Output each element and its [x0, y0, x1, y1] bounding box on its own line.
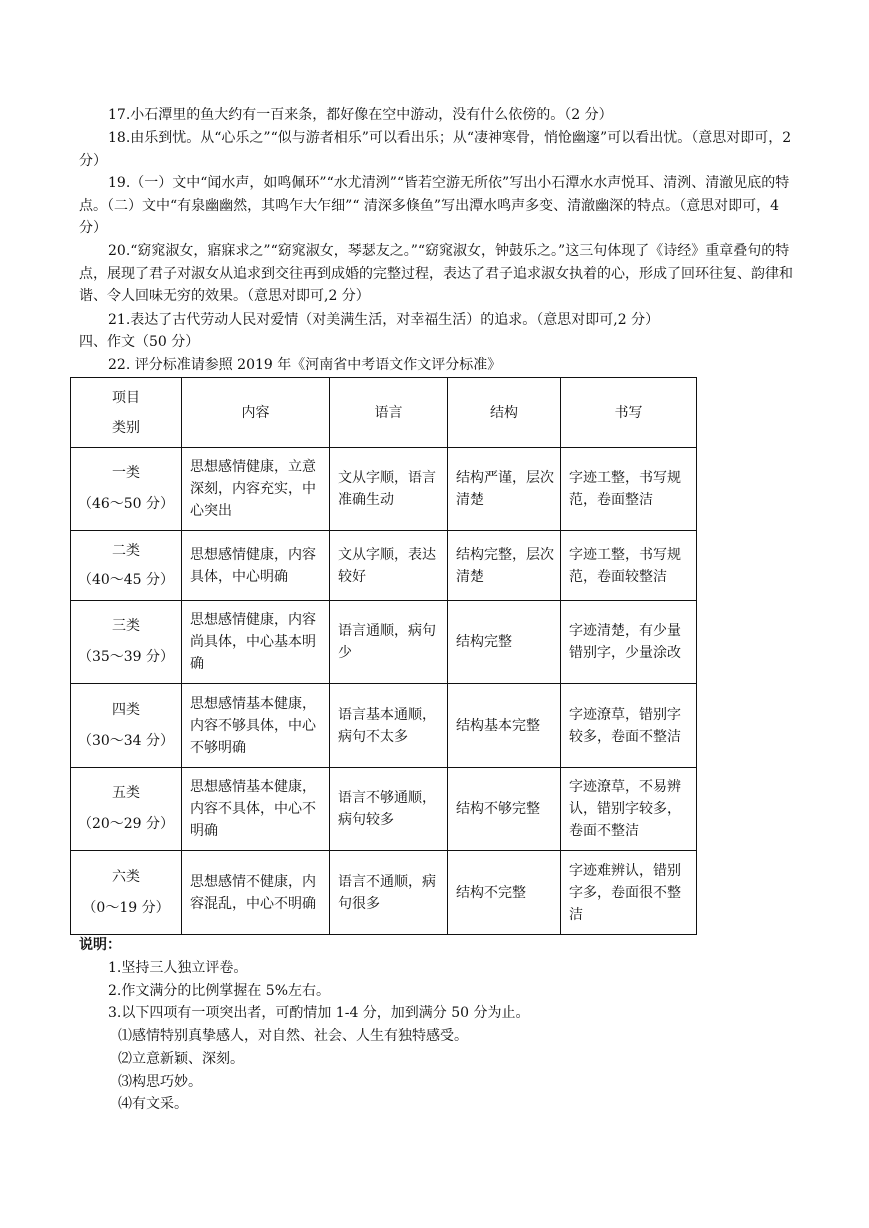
content-cell: 思想感情健康，立意深刻，内容充实，中心突出: [182, 448, 330, 531]
category-name: 四类: [112, 701, 140, 718]
language-cell: 语言基本通顺，病句不太多: [330, 684, 448, 768]
category-name: 五类: [112, 785, 140, 801]
writing-cell: 字迹清楚，有少量错别字，少量涂改: [561, 601, 697, 684]
header-structure: 结构: [448, 378, 561, 448]
category-range: （30～34 分）: [77, 732, 175, 749]
category-cell: [71, 448, 182, 531]
header-content: 内容: [182, 378, 330, 448]
writing-cell: 字迹潦草，错别字较多，卷面不整洁: [561, 684, 697, 768]
structure-cell: 结构严谨，层次清楚: [448, 448, 561, 531]
writing-cell: 字迹工整，书写规范，卷面整洁: [561, 448, 697, 531]
category-range: （0～19 分）: [82, 899, 170, 916]
category-cell: [71, 851, 182, 935]
section-heading: 四、作文（50 分）: [79, 334, 200, 350]
note-subitem: ⑴感情特别真挚感人，对自然、社会、人生有独特感受。: [118, 1028, 468, 1044]
table-row: [71, 531, 697, 601]
content-cell: 思想感情基本健康，内容不具体，中心不明确: [182, 768, 330, 851]
category-cell: [71, 601, 182, 684]
writing-cell: 字迹难辨认，错别字多，卷面很不整洁: [561, 851, 697, 935]
note-item: 3.以下四项有一项突出者，可酌情加 1-4 分，加到满分 50 分为止。: [108, 1005, 530, 1021]
structure-cell: 结构完整: [448, 601, 561, 684]
category-range: （20～29 分）: [77, 816, 175, 832]
category-range: （35～39 分）: [77, 649, 175, 665]
answer-q17: 17.小石潭里的鱼大约有一百来条，都好像在空中游动，没有什么依傍的。（2 分）: [108, 107, 613, 123]
content-cell: 思想感情不健康，内容混乱，中心不明确: [182, 851, 330, 935]
answer-q20: 20.“窈窕淑女，寤寐求之”“窈窕淑女，琴瑟友之。”“窈窕淑女，钟鼓乐之。”这三句体现了《诗经》重章叠句的特点，展现了君子对淑女从追求到交往再到成婚的完整过程，表达了君子追求淑女执着的心，形成了回环往复、韵律和谐、令人回味无穷的效果。（意思对即可,2 分）: [79, 243, 793, 305]
content-cell: 思想感情健康，内容尚具体，中心基本明确: [182, 601, 330, 684]
table-header-row: [71, 378, 697, 448]
writing-cell: 字迹潦草，不易辨认，错别字较多，卷面不整洁: [561, 768, 697, 851]
header-corner-bottom: 类别: [112, 419, 140, 436]
language-cell: 文从字顺，表达较好: [330, 531, 448, 601]
table-row: [71, 684, 697, 768]
question-22: 22. 评分标准请参照 2019 年《河南省中考语文作文评分标准》: [108, 357, 502, 373]
category-cell: [71, 531, 182, 601]
grading-table: [70, 377, 697, 935]
structure-cell: 结构完整，层次清楚: [448, 531, 561, 601]
structure-cell: 结构不完整: [448, 851, 561, 935]
category-range: （46～50 分）: [77, 496, 175, 512]
category-name: 一类: [112, 465, 140, 481]
category-cell: [71, 684, 182, 768]
note-subitem: ⑶构思巧妙。: [118, 1074, 202, 1090]
header-writing: 书写: [561, 378, 697, 448]
answer-q18: 18.由乐到忧。从“心乐之”“似与游者相乐”可以看出乐；从“凄神寒骨，悄怆幽邃”可以看出忧。（意思对即可，2 分）: [79, 130, 792, 169]
category-range: （40～45 分）: [77, 571, 175, 588]
category-cell: [71, 768, 182, 851]
notes-title: 说明：: [79, 937, 121, 953]
note-item: 1.坚持三人独立评卷。: [108, 960, 248, 976]
content-cell: 思想感情基本健康，内容不够具体，中心不够明确: [182, 684, 330, 768]
category-name: 三类: [112, 618, 140, 634]
category-name: 六类: [112, 868, 140, 885]
language-cell: 语言通顺，病句少: [330, 601, 448, 684]
table-row: [71, 851, 697, 935]
category-name: 二类: [112, 542, 140, 559]
header-corner-top: 项目: [112, 389, 140, 406]
structure-cell: 结构基本完整: [448, 684, 561, 768]
language-cell: 文从字顺，语言准确生动: [330, 448, 448, 531]
language-cell: 语言不通顺，病句很多: [330, 851, 448, 935]
header-corner: [71, 378, 182, 448]
header-language: 语言: [330, 378, 448, 448]
structure-cell: 结构不够完整: [448, 768, 561, 851]
content-cell: 思想感情健康，内容具体，中心明确: [182, 531, 330, 601]
writing-cell: 字迹工整，书写规范，卷面较整洁: [561, 531, 697, 601]
note-subitem: ⑷有文采。: [118, 1096, 188, 1112]
language-cell: 语言不够通顺，病句较多: [330, 768, 448, 851]
note-subitem: ⑵立意新颖、深刻。: [118, 1051, 244, 1067]
note-item: 2.作文满分的比例掌握在 5%左右。: [108, 983, 331, 999]
answer-q19: 19.（一）文中“闻水声，如鸣佩环”“水尤清洌”“皆若空游无所依”写出小石潭水水声悦耳、清洌、清澈见底的特点。（二）文中“有泉幽幽然，其鸣乍大乍细”“ 清深多倏鱼”写出潭水鸣声多变、清澈幽深的特点。（意思对即可，4 分）: [79, 175, 790, 237]
table-row: [71, 601, 697, 684]
table-row: [71, 448, 697, 531]
table-row: [71, 768, 697, 851]
answer-q21: 21.表达了古代劳动人民对爱情（对美满生活，对幸福生活）的追求。（意思对即可,2 分）: [108, 312, 660, 328]
